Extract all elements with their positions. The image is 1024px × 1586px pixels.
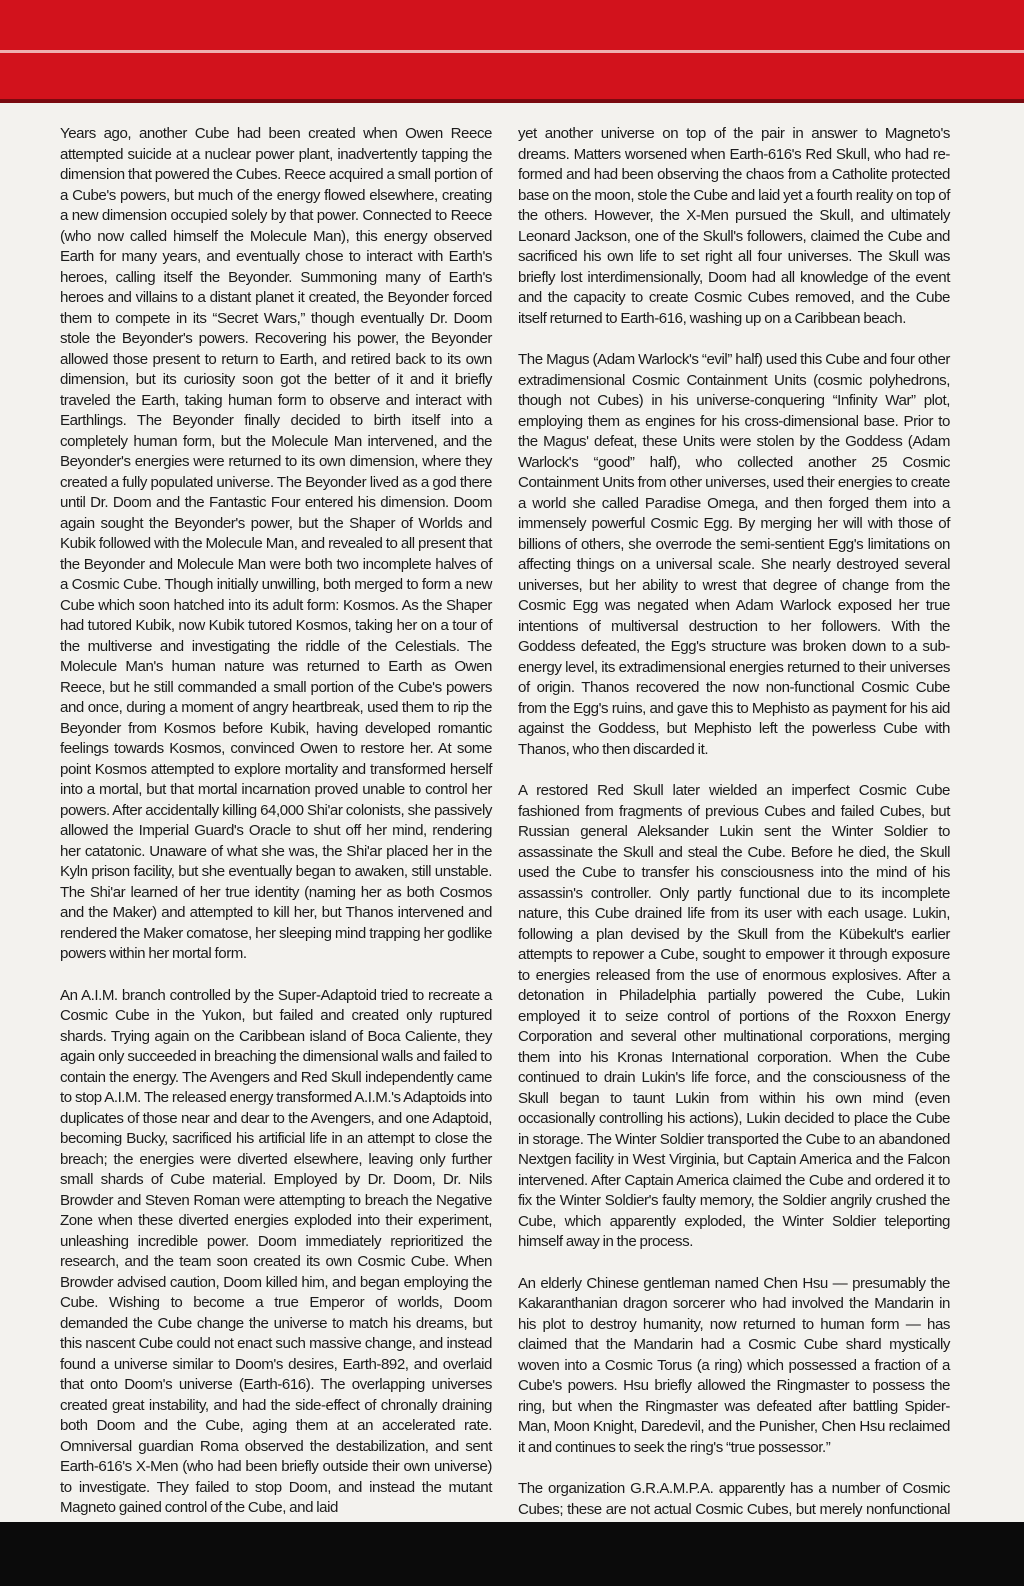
right-column <box>518 124 950 1562</box>
banner-stripe <box>0 50 1024 53</box>
paragraph-chen-hsu: An elderly Chinese gentleman named Chen Hsu — presumably the Kakaranthanian dragon sorcerer who had involved the Mandarin in his plot to destroy humanity, now returned to human form — has claimed that the Mandarin had a Cosmic Cube shard mystically woven into a Cosmic Torus (a ring) which possessed a fraction of a Cube's powers. Hsu briefly allowed the Ringmaster to possess the ring, but when the Ringmaster was defeated after battling Spider-Man, Moon Knight, Daredevil, and the Punisher, Chen Hsu reclaimed it and continues to seek the ring's “true possessor.” <box>518 1274 950 1456</box>
paragraph-magneto-red-skull: yet another universe on top of the pair in answer to Magneto's dreams. Matters worsened when Earth-616's Red Skull, who had re-formed and had been observing the chaos from a Catholite protected base on the moon, stole the Cube and laid yet a fourth reality on top of the others. However, the X-Men pursued the Skull, and ultimately Leonard Jackson, one of the Skull's followers, claimed the Cube and sacrificed his own life to set right all four universes. The Skull was briefly lost interdimensionally, Doom had all knowledge of the event and the capacity to create Cosmic Cubes removed, and the Cube itself returned to Earth-616, washing up on a Caribbean beach. <box>518 125 950 327</box>
bottom-band <box>0 1522 1024 1586</box>
paragraph-owen-reece-beyonder: Years ago, another Cube had been created when Owen Reece attempted suicide at a nuclear power plant, inadvertently tapping the dimension that powered the Cubes. Reece acquired a small portion of a Cube's powers, but much of the energy flowed elsewhere, creating a new dimension occupied solely by that power. Connected to Reece (who now called himself the Molecule Man), this energy observed Earth for many years, and eventually chose to interact with Earth's heroes, calling itself the Beyonder. Summoning many of Earth's heroes and villains to a distant planet it created, the Beyonder forced them to compete in its “Secret Wars,” though eventually Dr. Doom stole the Beyonder's powers. Recovering his power, the Beyonder allowed those present to return to Earth, and retired back to its own dimension, but its curiosity soon got the better of it and it briefly traveled the Earth, taking human form to observe and interact with Earthlings. The Beyonder finally decided to birth itself into a completely human form, but the Molecule Man intervened, and the Beyonder's energies were returned to its own dimension, where they created a fully populated universe. The Beyonder lived as a god there until Dr. Doom and the Fantastic Four entered his dimension. Doom again sought the Beyonder's power, but the Shaper of Worlds and Kubik followed with the Molecule Man, and revealed to all present that the Beyonder and Molecule Man were both two incomplete halves of a Cosmic Cube. Though initially unwilling, both merged to form a new Cube which soon hatched into its adult form: Kosmos. As the Shaper had tutored Kubik, now Kubik tutored Kosmos, taking her on a tour of the multiverse and investigating the riddle of the Celestials. The Molecule Man's human nature was returned to Earth as Owen Reece, but he still commanded a small portion of the Cube's powers and once, during a moment of angry heartbreak, used them to rip the Beyonder from Kosmos before Kubik, having developed romantic feelings towards Kosmos, convinced Owen to restore her. At some point Kosmos attempted to explore mortality and transformed herself into a mortal, but that mortal incarnation proved unable to control her powers. After accidentally killing 64,000 Shi'ar colonists, she passively allowed the Imperial Guard's Oracle to shut off her mind, rendering her catatonic. Unaware of what she was, the Shi'ar placed her in the Kyln prison facility, but she eventually began to awaken, still unstable. The Shi'ar learned of her true identity (naming her as both Cosmos and the Maker) and attempted to kill her, but Thanos intervened and rendered the Maker comatose, her sleeping mind trapping her godlike powers within her mortal form. <box>60 125 492 962</box>
paragraph-aim-doom-cube: An A.I.M. branch controlled by the Super-Adaptoid tried to recreate a Cosmic Cube in the Yukon, but failed and created only ruptured shards. Trying again on the Caribbean island of Boca Caliente, they again only succeeded in breaching the dimensional walls and failed to contain the energy. The Avengers and Red Skull independently came to stop A.I.M. The released energy transformed A.I.M.'s Adaptoids into duplicates of those near and dear to the Avengers, and one Adaptoid, becoming Bucky, sacrificed his artificial life in an attempt to close the breach; the energies were diverted elsewhere, leaving only further small shards of Cube material. Employed by Dr. Doom, Dr. Nils Browder and Steven Roman were attempting to breach the Negative Zone when these diverted energies exploded into their experiment, unleashing incredible power. Doom immediately reprioritized the research, and the team soon created its own Cosmic Cube. When Browder advised caution, Doom killed him, and began employing the Cube. Wishing to become a true Emperor of worlds, Doom demanded the Cube change the universe to match his dreams, but this nascent Cube could not enact such massive change, and instead found a universe similar to Doom's desires, Earth-892, and overlaid that onto Doom's universe (Earth-616). The overlapping universes created great instability, and had the side-effect of chronally draining both Doom and the Cube, aging them at an accelerated rate. Omniversal guardian Roma observed the destabilization, and sent Earth-616's X-Men (who had been briefly outside their own universe) to investigate. They failed to stop Doom, and instead the mutant Magneto gained control of the Cube, and laid <box>60 986 492 1516</box>
top-banner <box>0 0 1024 103</box>
left-column <box>60 124 492 1540</box>
banner-shadow <box>0 99 1024 103</box>
paragraph-grampa: The organization G.R.A.M.P.A. apparently has a number of Cosmic Cubes; these are not actual Cosmic Cubes, but merely nonfunctional <box>518 1480 950 1518</box>
paragraph-magus-goddess: The Magus (Adam Warlock's “evil” half) used this Cube and four other extradimensional Cosmic Containment Units (cosmic polyhedrons, though not Cubes) in his universe-conquering “Infinity War” plot, employing them as engines for his cross-dimensional base. Prior to the Magus' defeat, these Units were stolen by the Goddess (Adam Warlock's “good” half), who collected another 25 Cosmic Containment Units from other universes, used their energies to create a world she called Paradise Omega, and then forged them into a immensely powerful Cosmic Egg. By merging her will with those of billions of others, she overrode the semi-sentient Egg's limitations on affecting things on a universal scale. She nearly destroyed several universes, but her ability to wrest that degree of change from the Cosmic Egg was negated when Adam Warlock exposed her true intentions of multiversal destruction to her followers. With the Goddess defeated, the Egg's structure was broken down to a sub-energy level, its extradimensional energies returned to their universes of origin. Thanos recovered the now non-functional Cosmic Cube from the Egg's ruins, and gave this to Mephisto as payment for his aid against the Goddess, but Mephisto left the powerless Cube with Thanos, who then discarded it. <box>518 351 950 758</box>
paragraph-lukin-winter-soldier: A restored Red Skull later wielded an imperfect Cosmic Cube fashioned from fragments of previous Cubes and failed Cubes, but Russian general Aleksander Lukin sent the Winter Soldier to assassinate the Skull and steal the Cube. Before he died, the Skull used the Cube to transfer his consciousness into the mind of his assassin's controller. Only partly functional due to its incomplete nature, this Cube drained life from its user with each usage. Lukin, following a plan devised by the Skull from the Kübekult's earlier attempts to repower a Cube, sought to empower it through exposure to energies released from the use of enormous explosives. After a detonation in Philadelphia partially powered the Cube, Lukin employed it to seize control of portions of the Roxxon Energy Corporation and several other multinational corporations, merging them into his Kronas International corporation. When the Cube continued to drain Lukin's life force, and the consciousness of the Skull began to taunt Lukin from within his own mind (even occasionally controlling his actions), Lukin decided to place the Cube in storage. The Winter Soldier transported the Cube to an abandoned Nextgen facility in West Virginia, but Captain America and the Falcon intervened. After Captain America claimed the Cube and ordered it to fix the Winter Soldier's faulty memory, the Soldier angrily crushed the Cube, which apparently exploded, the Winter Soldier teleporting himself away in the process. <box>518 782 950 1250</box>
